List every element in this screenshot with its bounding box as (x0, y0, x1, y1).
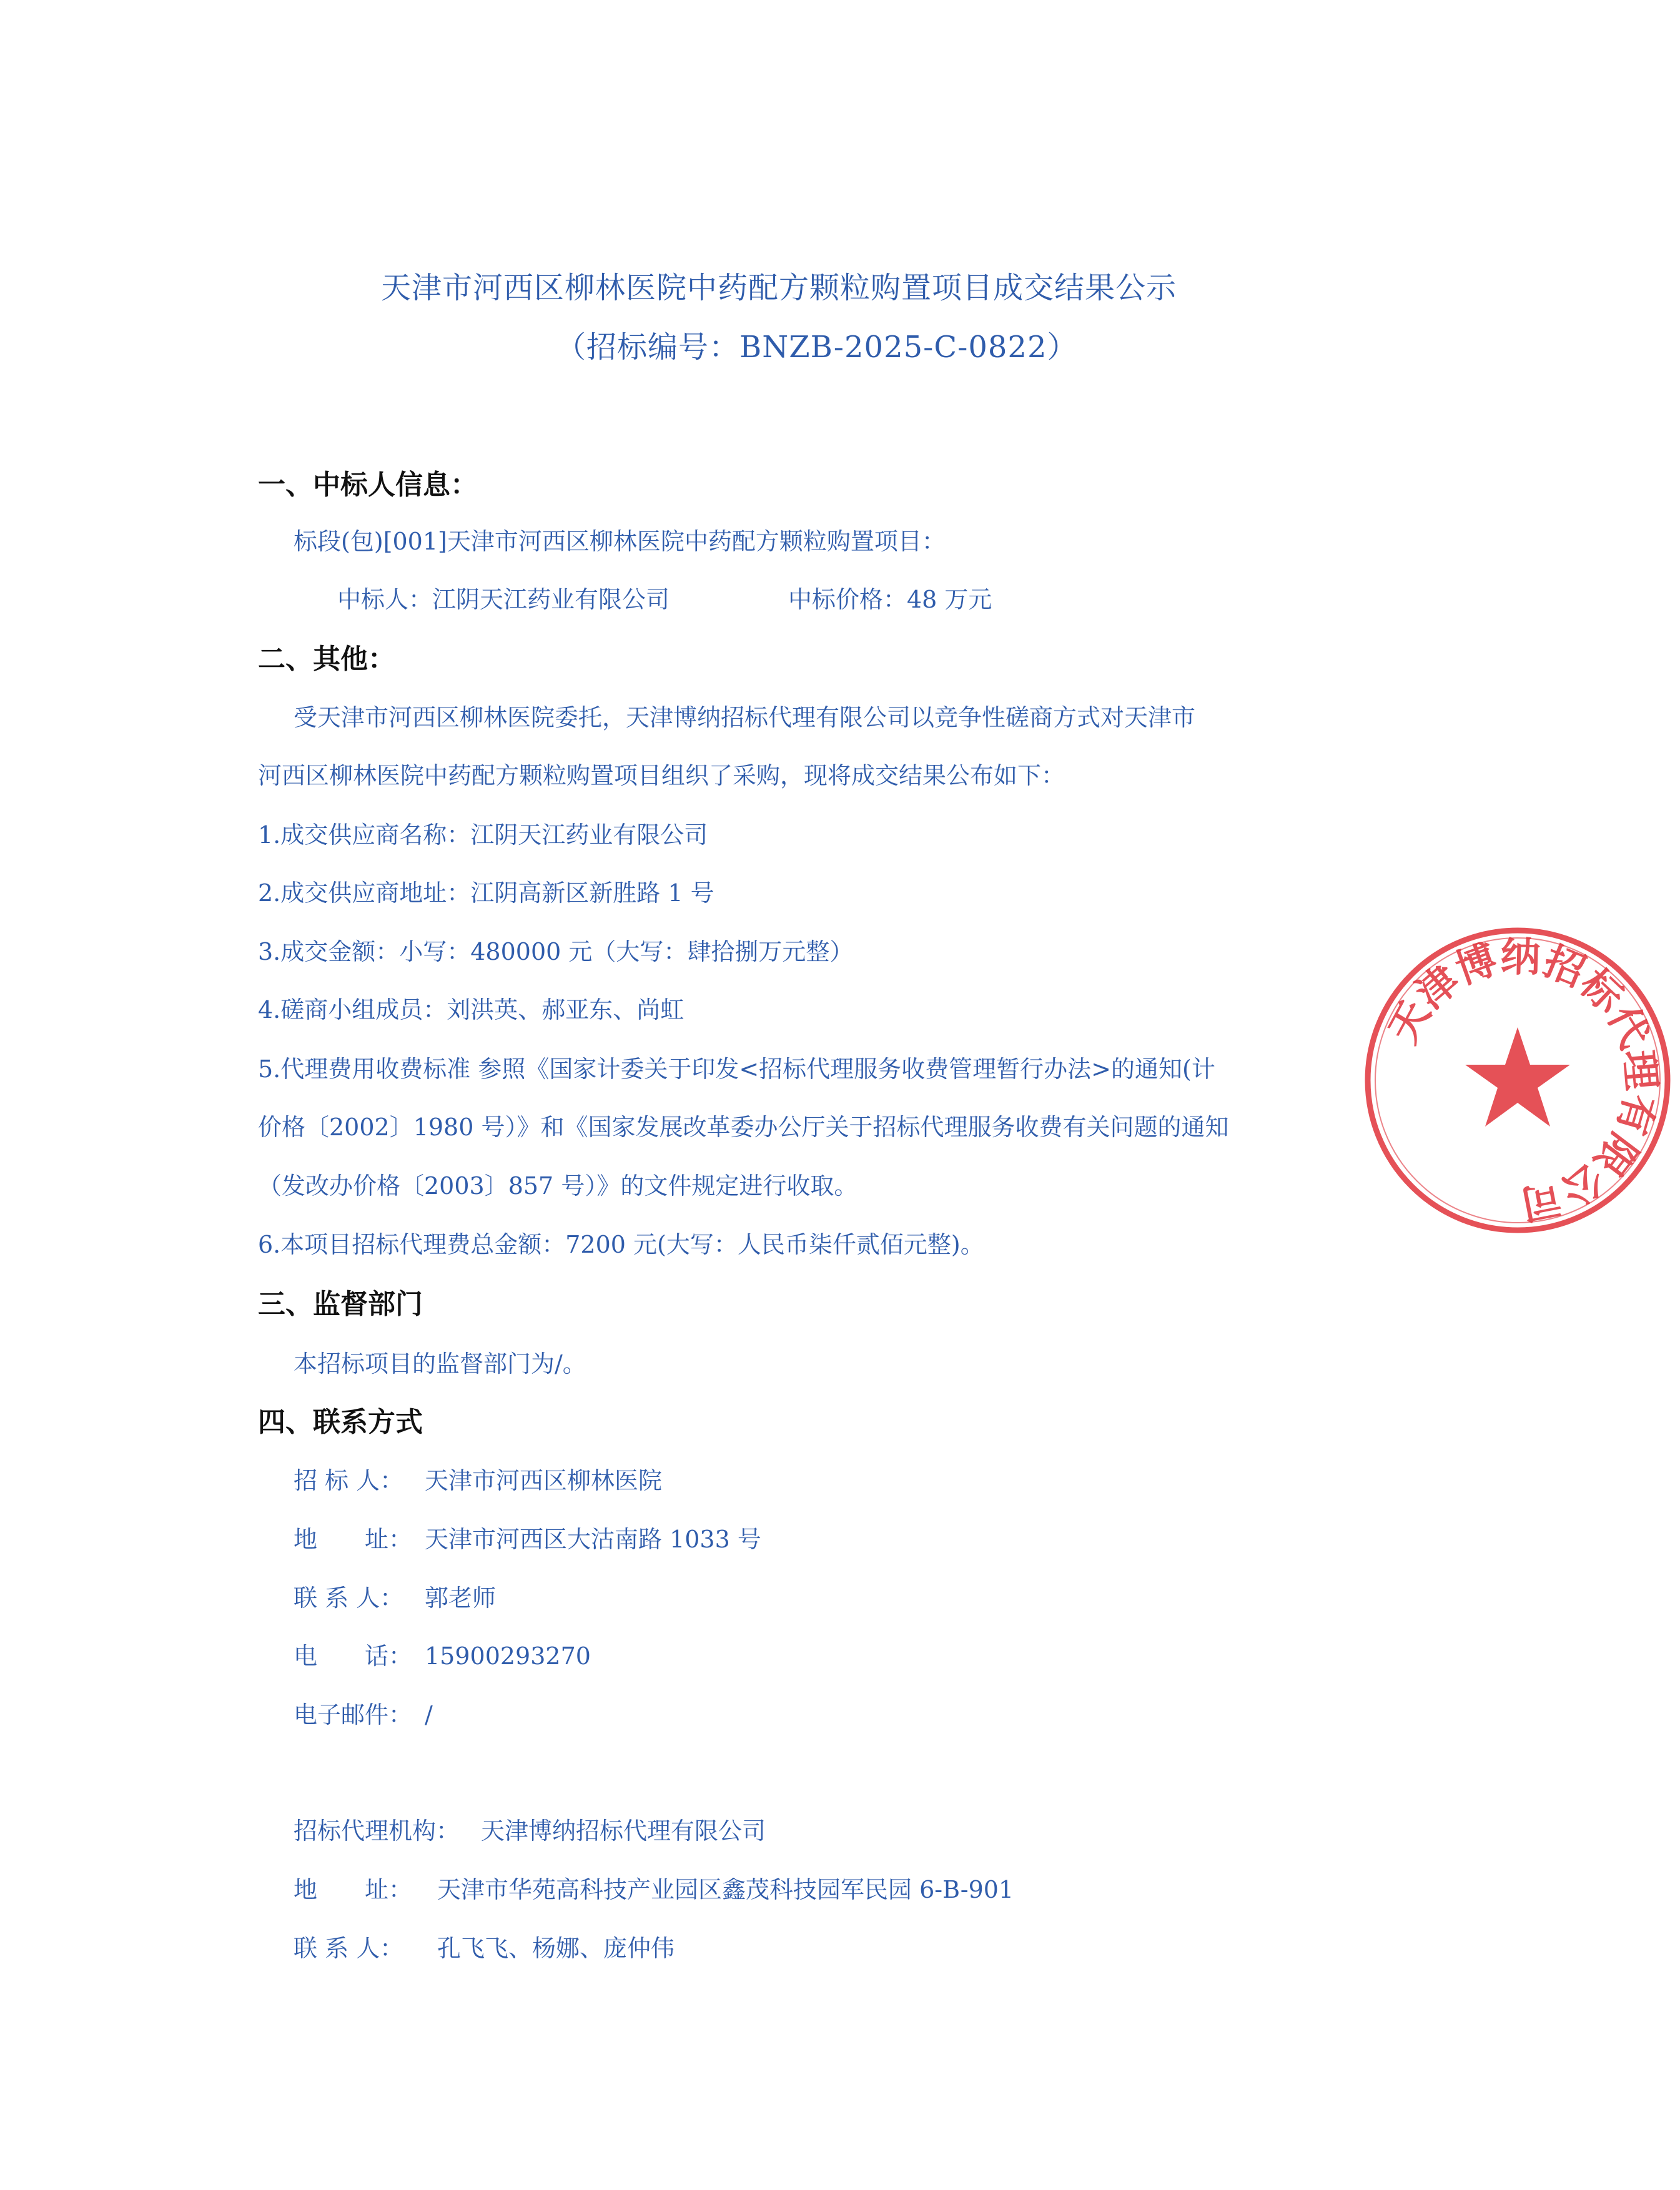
result-item-5-line-2: 价格〔2002〕1980 号）》和《国家发展改革委办公厅关于招标代理服务收费有关问题的通知 (258, 1113, 1229, 1141)
email-label: 电子邮件： (294, 1701, 413, 1729)
address-label: 地 址： (294, 1526, 413, 1553)
address-value: 天津市河西区大沽南路 1033 号 (425, 1526, 761, 1553)
supervision-text: 本招标项目的监督部门为/。 (294, 1350, 586, 1378)
tender-code: （招标编号：BNZB-2025-C-0822） (556, 330, 1078, 365)
section-heading-other: 二、其他： (258, 643, 395, 675)
result-item-6: 6.本项目招标代理费总金额：7200 元(大写：人民币柒仟贰佰元整)。 (258, 1231, 984, 1258)
intro-line-1: 受天津市河西区柳林医院委托，天津博纳招标代理有限公司以竞争性磋商方式对天津市 (294, 704, 1196, 731)
phone-value: 15900293270 (425, 1642, 591, 1670)
email-value: / (425, 1701, 433, 1729)
result-item-2: 2.成交供应商地址：江阴高新区新胜路 1 号 (258, 879, 714, 907)
result-item-5-line-3: （发改办价格〔2003〕857 号）》的文件规定进行收取。 (258, 1172, 858, 1200)
winner-name: 中标人：江阴天江药业有限公司 (337, 586, 670, 613)
document-title: 天津市河西区柳林医院中药配方颗粒购置项目成交结果公示 (381, 270, 1177, 305)
company-seal-stamp (1355, 918, 1680, 1243)
section-heading-winner: 一、中标人信息： (258, 469, 478, 501)
result-item-5-line-1: 5.代理费用收费标准 参照《国家计委关于印发<招标代理服务收费管理暂行办法>的通知(计 (258, 1055, 1215, 1083)
section-heading-supervision: 三、监督部门 (258, 1288, 423, 1320)
intro-line-2: 河西区柳林医院中药配方颗粒购置项目组织了采购，现将成交结果公布如下： (258, 762, 1065, 789)
winner-price: 中标价格：48 万元 (788, 586, 992, 613)
section-heading-contact: 四、联系方式 (258, 1406, 423, 1438)
agency-address-label: 地 址： (294, 1876, 413, 1903)
agency-contact-label: 联 系 人： (294, 1935, 404, 1962)
seal-star-icon (1465, 1027, 1570, 1127)
result-item-4: 4.磋商小组成员：刘洪英、郝亚东、尚虹 (258, 996, 684, 1023)
result-item-3: 3.成交金额：小写：480000 元（大写：肆拾捌万元整） (258, 938, 854, 965)
seal-text: 天津博纳招标代理有限公司 (1380, 934, 1664, 1227)
contact-value: 郭老师 (425, 1584, 497, 1612)
contact-label: 联 系 人： (294, 1584, 404, 1612)
lot-line: 标段(包)[001]天津市河西区柳林医院中药配方颗粒购置项目： (294, 528, 946, 555)
agency-label: 招标代理机构： (294, 1817, 460, 1845)
agency-value: 天津博纳招标代理有限公司 (481, 1817, 766, 1845)
agency-address-value: 天津市华苑高科技产业园区鑫茂科技园军民园 6-B-901 (437, 1876, 1014, 1903)
tenderer-label: 招 标 人： (294, 1467, 404, 1494)
agency-contact-value: 孔飞飞、杨娜、庞仲伟 (437, 1935, 675, 1962)
result-item-1: 1.成交供应商名称：江阴天江药业有限公司 (258, 821, 708, 849)
tenderer-value: 天津市河西区柳林医院 (425, 1467, 663, 1494)
phone-label: 电 话： (294, 1642, 413, 1670)
